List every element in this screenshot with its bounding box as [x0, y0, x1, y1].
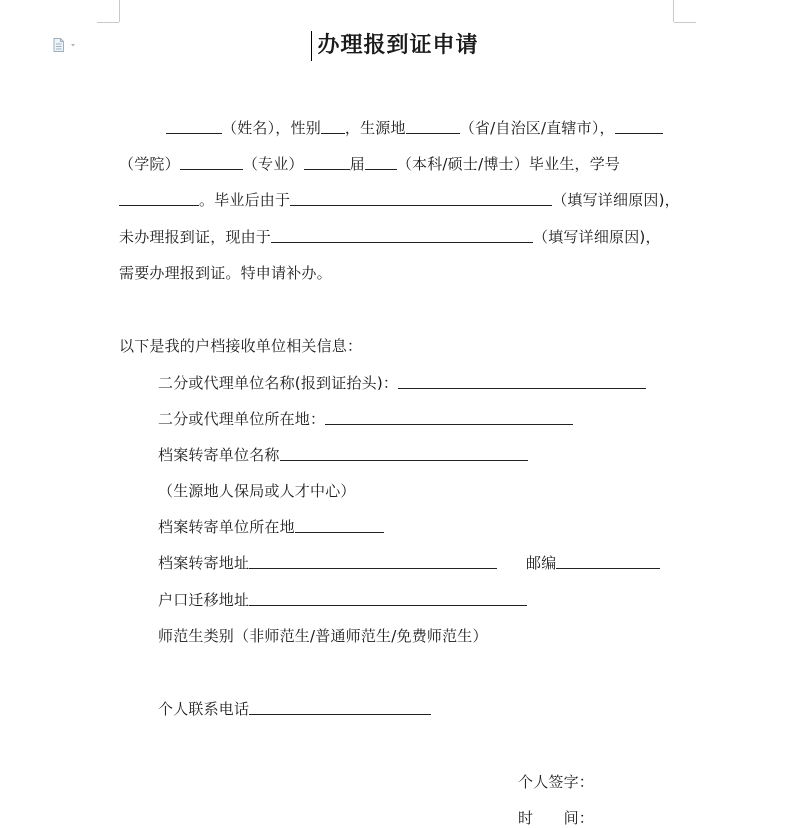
- major-blank[interactable]: [180, 154, 243, 170]
- paragraph-line-4: [119, 227, 661, 247]
- section-heading: 以下是我的户档接收单位相关信息：: [119, 337, 363, 355]
- field-normal-type: 师范生类别（非师范生/普通师范生/免费师范生）: [158, 627, 488, 645]
- paragraph-line-2: [119, 154, 620, 174]
- text-segment: 未办理报到证，现由于: [119, 228, 272, 246]
- text-segment: （填写详细原因)，: [552, 191, 680, 209]
- field-unit-name: [158, 373, 646, 393]
- field-label: 户口迁移地址: [158, 591, 250, 609]
- archive-unit-note: （生源地人保局或人才中心）: [158, 482, 356, 500]
- field-unit-location: [158, 409, 573, 429]
- paragraph-line-1: [166, 118, 663, 138]
- field-label: 档案转寄单位名称: [158, 446, 280, 464]
- phone-blank[interactable]: [249, 699, 431, 715]
- page-corner-mark: [97, 22, 119, 23]
- page-corner-mark: [673, 0, 674, 22]
- field-hukou-address: [158, 590, 527, 610]
- unit-name-blank[interactable]: [398, 373, 646, 389]
- text-segment: （本科/硕士/博士）毕业生，学号: [396, 155, 621, 173]
- paragraph-line-5: 需要办理报到证。特申请补办。: [119, 264, 332, 282]
- college-blank[interactable]: [615, 118, 663, 134]
- field-label: 档案转寄单位所在地: [158, 518, 295, 536]
- page-title: 办理报到证申请: [317, 32, 479, 58]
- archive-unit-location-blank[interactable]: [295, 517, 384, 533]
- text-segment: 届: [349, 155, 365, 173]
- reason-blank-1[interactable]: [290, 190, 552, 206]
- text-segment: 。毕业后由于: [199, 191, 291, 209]
- name-blank[interactable]: [166, 118, 222, 134]
- text-segment: （省/自治区/直辖市），: [459, 119, 615, 137]
- date-label: 时 间：: [518, 809, 595, 827]
- signature-label: 个人签字：: [518, 773, 595, 791]
- field-archive-unit-name: [158, 445, 528, 465]
- gender-blank[interactable]: [321, 118, 345, 134]
- field-label: 个人联系电话: [158, 700, 250, 718]
- field-phone: [158, 699, 431, 719]
- year-blank[interactable]: [304, 154, 350, 170]
- student-id-blank[interactable]: [119, 190, 199, 206]
- degree-blank[interactable]: [365, 154, 397, 170]
- text-segment: （姓名），性别: [222, 119, 321, 137]
- field-archive-unit-location: [158, 517, 384, 537]
- page-corner-mark: [119, 0, 120, 22]
- field-label: 二分或代理单位名称(报到证抬头)：: [158, 374, 399, 392]
- page-corner-mark: [674, 22, 696, 23]
- unit-location-blank[interactable]: [325, 409, 573, 425]
- archive-unit-name-blank[interactable]: [280, 445, 528, 461]
- field-label: 档案转寄地址: [158, 554, 250, 572]
- field-archive-address: [158, 553, 497, 573]
- field-postcode: [526, 553, 660, 573]
- hukou-address-blank[interactable]: [249, 590, 527, 606]
- text-segment: ，生源地: [344, 119, 406, 137]
- text-segment: （专业）: [242, 155, 304, 173]
- origin-blank[interactable]: [406, 118, 460, 134]
- text-segment: （学院）: [119, 155, 180, 173]
- field-label: 邮编: [526, 554, 557, 572]
- reason-blank-2[interactable]: [271, 227, 533, 243]
- archive-address-blank[interactable]: [249, 553, 497, 569]
- paragraph-line-3: [119, 190, 680, 210]
- field-label: 二分或代理单位所在地：: [158, 410, 326, 428]
- text-segment: （填写详细原因)，: [533, 228, 661, 246]
- postcode-blank[interactable]: [556, 553, 660, 569]
